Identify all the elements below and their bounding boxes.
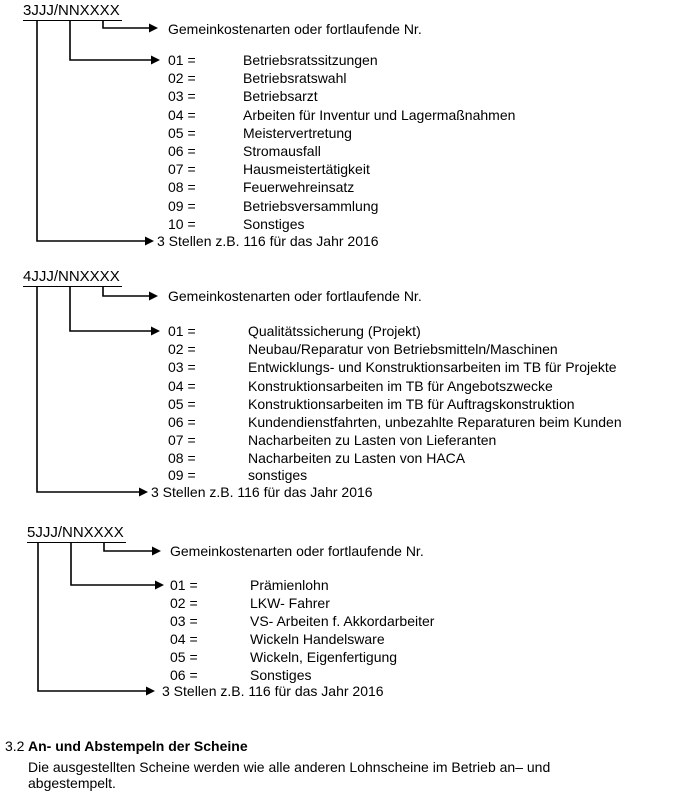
code-row — [0, 466, 675, 484]
code-description: Betriebsratswahl — [243, 70, 347, 86]
code-row — [0, 215, 675, 233]
code-number: 02 = — [170, 595, 198, 611]
code-row — [0, 413, 675, 431]
code-number: 02 = — [168, 341, 196, 357]
year-digits-note: 3 Stellen z.B. 116 für das Jahr 2016 — [151, 484, 373, 500]
code-row — [0, 178, 675, 196]
code-number: 04 = — [168, 107, 196, 123]
code-description: Betriebsarzt — [243, 88, 318, 104]
code-number: 06 = — [168, 143, 196, 159]
code-description: Betriebsratssitzungen — [243, 52, 378, 68]
code-description: Konstruktionsarbeiten im TB für Auftragskonstruktion — [248, 396, 575, 412]
code-row — [0, 395, 675, 413]
section-number: 3.2 — [5, 738, 25, 754]
code-number: 01 = — [170, 577, 198, 593]
code-pattern-title: 3JJJ/NNXXXX — [23, 2, 120, 19]
code-row — [0, 648, 675, 666]
code-description: Sonstiges — [243, 216, 305, 232]
code-number: 05 = — [168, 125, 196, 141]
code-description: Prämienlohn — [250, 577, 329, 593]
branch-label: Gemeinkostenarten oder fortlaufende Nr. — [168, 288, 422, 304]
code-row — [0, 576, 675, 594]
code-number: 07 = — [168, 432, 196, 448]
code-description: Meistervertretung — [243, 125, 352, 141]
code-pattern-title: 5JJJ/NNXXXX — [27, 524, 124, 541]
code-number: 08 = — [168, 450, 196, 466]
code-pattern-title: 4JJJ/NNXXXX — [23, 268, 120, 285]
code-number: 05 = — [170, 649, 198, 665]
code-number: 01 = — [168, 52, 196, 68]
code-description: Betriebsversammlung — [243, 198, 379, 214]
code-number: 02 = — [168, 70, 196, 86]
code-number: 05 = — [168, 396, 196, 412]
code-row — [0, 142, 675, 160]
code-row — [0, 197, 675, 215]
section-body-line: abgestempelt. — [28, 775, 116, 791]
code-number: 03 = — [170, 613, 198, 629]
code-row — [0, 69, 675, 87]
code-row — [0, 87, 675, 105]
code-number: 10 = — [168, 216, 196, 232]
code-number: 03 = — [168, 359, 196, 375]
code-number: 07 = — [168, 161, 196, 177]
code-number: 08 = — [168, 179, 196, 195]
code-description: Nacharbeiten zu Lasten von HACA — [248, 450, 466, 466]
code-description: Qualitätssicherung (Projekt) — [248, 323, 421, 339]
code-number: 06 = — [168, 414, 196, 430]
code-description: Kundendienstfahrten, unbezahlte Reparaturen beim Kunden — [248, 414, 622, 430]
code-row — [0, 594, 675, 612]
branch-label: Gemeinkostenarten oder fortlaufende Nr. — [170, 543, 424, 559]
code-row — [0, 160, 675, 178]
code-description: Entwicklungs- und Konstruktionsarbeiten im TB für Projekte — [248, 359, 617, 375]
code-description: Wickeln, Eigenfertigung — [250, 649, 398, 665]
code-row — [0, 431, 675, 449]
code-row — [0, 377, 675, 395]
code-number: 04 = — [168, 378, 196, 394]
code-number: 06 = — [170, 667, 198, 683]
code-description: Hausmeistertätigkeit — [243, 161, 370, 177]
code-description: Stromausfall — [243, 143, 321, 159]
code-row — [0, 612, 675, 630]
code-row — [0, 51, 675, 69]
code-description: Nacharbeiten zu Lasten von Lieferanten — [248, 432, 497, 448]
code-number: 09 = — [168, 467, 196, 483]
year-digits-note: 3 Stellen z.B. 116 für das Jahr 2016 — [162, 683, 384, 699]
code-description: LKW- Fahrer — [250, 595, 330, 611]
code-row — [0, 630, 675, 648]
code-number: 01 = — [168, 323, 196, 339]
code-description: Arbeiten für Inventur und Lagermaßnahmen — [243, 107, 516, 123]
code-row — [0, 340, 675, 358]
code-description: Konstruktionsarbeiten im TB für Angebotszwecke — [248, 378, 553, 394]
section-body-line: Die ausgestellten Scheine werden wie alle anderen Lohnscheine im Betrieb an– und — [28, 759, 551, 775]
code-description: Neubau/Reparatur von Betriebsmitteln/Maschinen — [248, 341, 558, 357]
section-heading: An- und Abstempeln der Scheine — [28, 738, 248, 754]
code-row — [0, 322, 675, 340]
code-number: 03 = — [168, 88, 196, 104]
code-number: 09 = — [168, 198, 196, 214]
code-description: Feuerwehreinsatz — [243, 179, 355, 195]
code-row — [0, 124, 675, 142]
branch-label: Gemeinkostenarten oder fortlaufende Nr. — [168, 21, 422, 37]
code-row — [0, 106, 675, 124]
code-row — [0, 449, 675, 467]
code-number: 04 = — [170, 631, 198, 647]
code-description: Wickeln Handelsware — [250, 631, 385, 647]
code-description: VS- Arbeiten f. Akkordarbeiter — [250, 613, 435, 629]
code-description: sonstiges — [248, 467, 308, 483]
year-digits-note: 3 Stellen z.B. 116 für das Jahr 2016 — [157, 233, 379, 249]
code-description: Sonstiges — [250, 667, 312, 683]
code-row — [0, 358, 675, 376]
